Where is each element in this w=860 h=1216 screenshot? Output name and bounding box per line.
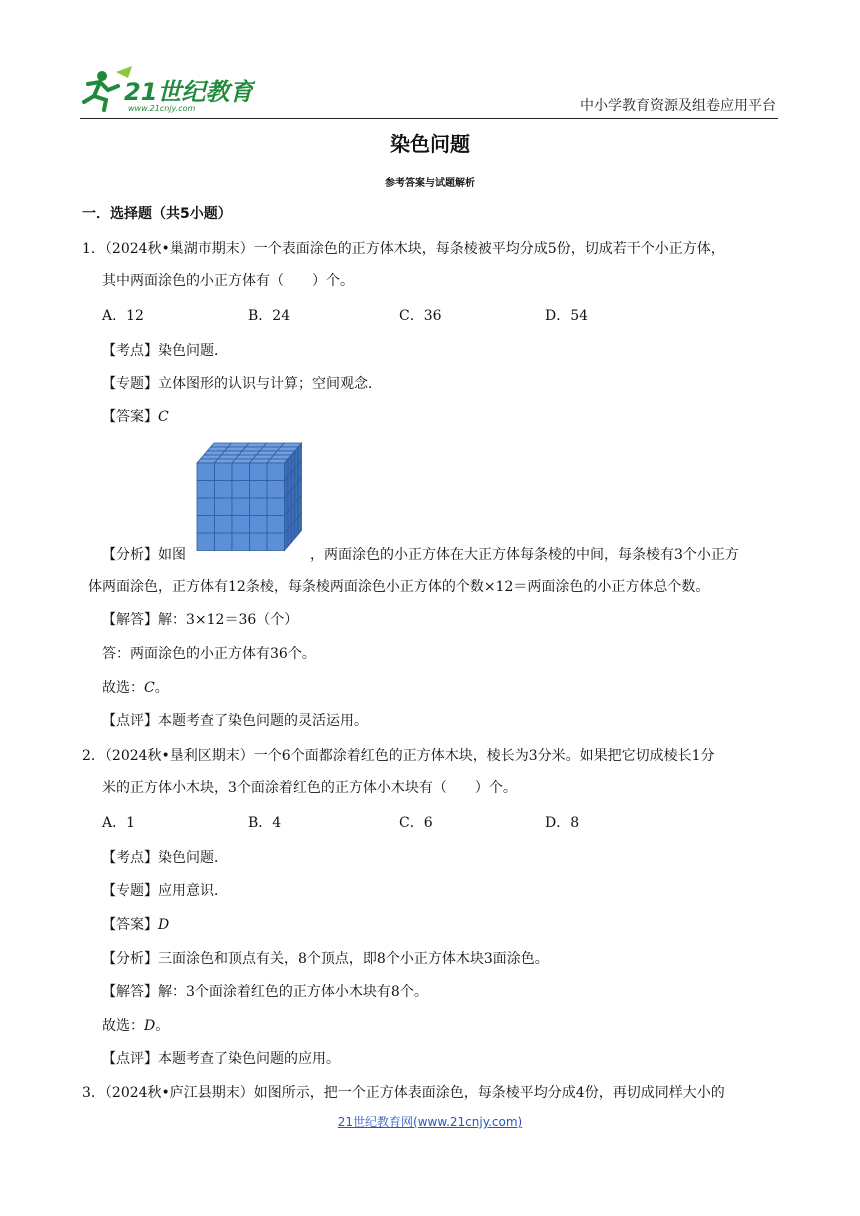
footer-link[interactable]: 21世纪教育网(www.21cnjy.com)	[337, 1115, 523, 1129]
q1-option-d: D．54	[545, 308, 589, 324]
q2-stem-line1: 2．（2024秋•垦利区期末）一个6个面都涂着红色的正方体木块，棱长为3分米。如果把它切成棱长1分	[82, 748, 715, 764]
q2-comment: 【点评】本题考查了染色问题的应用。	[102, 1051, 340, 1067]
q2-choice: 故选：D。	[102, 1018, 170, 1034]
q1-analysis-line1: ，两面涂色的小正方体在大正方体每条棱的中间，每条棱有3个小正方	[310, 547, 739, 563]
q2-stem-line2: 米的正方体小木块，3个面涂着红色的正方体小木块有（ ）个。	[102, 780, 517, 796]
q2-option-c: C．6	[399, 815, 433, 831]
q2-option-a: A．1	[102, 815, 136, 831]
q1-choice: 故选：C。	[102, 680, 169, 696]
platform-name: 中小学教育资源及组卷应用平台	[580, 98, 776, 114]
q2-option-d: D．8	[545, 815, 580, 831]
q1-answer: 【答案】C	[102, 409, 169, 425]
logo	[80, 64, 255, 114]
q1-option-a: A．12	[102, 308, 144, 324]
page-header	[80, 64, 778, 119]
page-subtitle: 参考答案与试题解析	[385, 178, 475, 189]
q1-option-b: B．24	[248, 308, 291, 324]
q1-stem-line2: 其中两面涂色的小正方体有（ ）个。	[102, 273, 354, 289]
q1-analysis-line2: 体两面涂色，正方体有12条棱，每条棱两面涂色小正方体的个数×12＝两面涂色的小正方体总个数。	[88, 579, 710, 595]
page-title: 染色问题	[390, 132, 470, 156]
logo-text: 21世纪教育	[124, 78, 254, 106]
logo-url: www.21cnjy.com	[128, 104, 196, 113]
q1-analysis-label: 【分析】如图	[102, 547, 186, 563]
q2-analysis: 【分析】三面涂色和顶点有关，8个顶点，即8个小正方体木块3面涂色。	[102, 951, 549, 967]
q2-zhuanti: 【专题】应用意识．	[102, 883, 228, 899]
q1-solution: 【解答】解：3×12＝36（个）	[102, 612, 299, 628]
q2-solution: 【解答】解：3个面涂着红色的正方体小木块有8个。	[102, 984, 428, 1000]
q1-stem-line1: 1．（2024秋•巢湖市期末）一个表面涂色的正方体木块，每条棱被平均分成5份，切成若干个小正方体，	[82, 241, 725, 257]
q2-answer: 【答案】D	[102, 917, 170, 933]
q1-response: 答：两面涂色的小正方体有36个。	[102, 646, 316, 662]
q1-kaodian: 【考点】染色问题．	[102, 343, 228, 359]
q1-option-c: C．36	[399, 308, 442, 324]
section-heading: 一．选择题（共5小题）	[82, 206, 232, 222]
q1-zhuanti: 【专题】立体图形的认识与计算；空间观念．	[102, 376, 382, 392]
q2-kaodian: 【考点】染色问题．	[102, 850, 228, 866]
q3-stem-line1: 3．（2024秋•庐江县期末）如图所示，把一个正方体表面涂色，每条棱平均分成4份，再切成同样大小的	[82, 1085, 725, 1101]
q2-option-b: B．4	[248, 815, 282, 831]
q1-comment: 【点评】本题考查了染色问题的灵活运用。	[102, 713, 368, 729]
cube-figure	[195, 441, 303, 559]
